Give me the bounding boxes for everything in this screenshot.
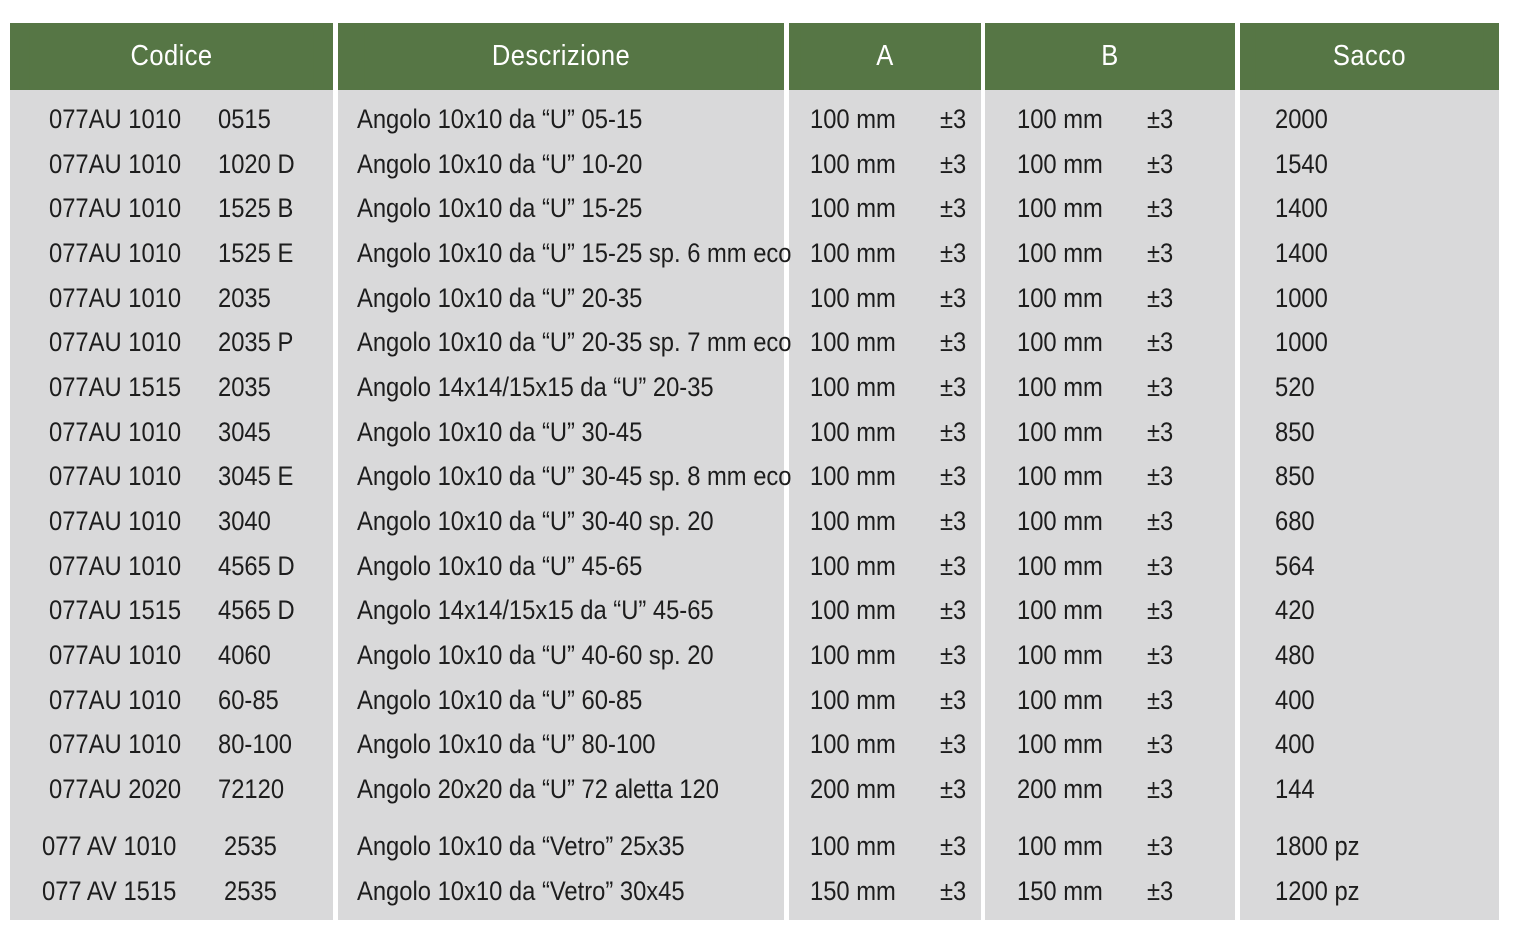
a-tolerance-cell: ±3 [940,283,967,313]
sacco-cell: 1800 pz [1275,831,1360,861]
a-tolerance-cell: ±3 [940,831,967,861]
a-tolerance-cell: ±3 [940,461,967,491]
code-cell: 077 AV 1515 [42,876,177,906]
a-tolerance-cell: ±3 [940,729,967,759]
sacco-cell: 1000 [1275,283,1328,313]
b-value-cell: 100 mm [1017,831,1103,861]
b-tolerance-cell: ±3 [1147,238,1174,268]
sacco-cell: 564 [1275,551,1315,581]
sacco-cell: 850 [1275,461,1315,491]
b-value-cell: 100 mm [1017,193,1103,223]
b-value-cell: 200 mm [1017,774,1103,804]
sacco-cell: 480 [1275,640,1315,670]
subcode-cell: 3045 E [218,461,294,491]
a-tolerance-cell: ±3 [940,193,967,223]
b-tolerance-cell: ±3 [1147,551,1174,581]
b-value-cell: 100 mm [1017,372,1103,402]
code-cell: 077AU 1010 [49,238,182,268]
a-value-cell: 100 mm [810,729,896,759]
b-value-cell: 100 mm [1017,149,1103,179]
description-cell: Angolo 10x10 da “U” 15-25 [357,193,643,223]
b-value-cell: 100 mm [1017,283,1103,313]
a-value-cell: 100 mm [810,283,896,313]
b-tolerance-cell: ±3 [1147,595,1174,625]
description-cell: Angolo 10x10 da “Vetro” 30x45 [357,876,685,906]
a-value-cell: 100 mm [810,193,896,223]
description-cell: Angolo 10x10 da “U” 45-65 [357,551,643,581]
description-cell: Angolo 10x10 da “U” 60-85 [357,685,643,715]
description-cell: Angolo 10x10 da “U” 20-35 sp. 7 mm eco [357,327,792,357]
b-value-cell: 100 mm [1017,640,1103,670]
b-value-cell: 150 mm [1017,876,1103,906]
a-value-cell: 100 mm [810,238,896,268]
a-tolerance-cell: ±3 [940,640,967,670]
a-tolerance-cell: ±3 [940,372,967,402]
a-tolerance-cell: ±3 [940,506,967,536]
b-tolerance-cell: ±3 [1147,831,1174,861]
subcode-cell: 4565 D [218,595,295,625]
b-tolerance-cell: ±3 [1147,149,1174,179]
b-tolerance-cell: ±3 [1147,729,1174,759]
header-a: A [801,23,970,90]
subcode-cell: 2035 [218,283,271,313]
a-tolerance-cell: ±3 [940,774,967,804]
sacco-cell: 680 [1275,506,1315,536]
a-value-cell: 100 mm [810,461,896,491]
b-value-cell: 100 mm [1017,417,1103,447]
code-cell: 077AU 1010 [49,149,182,179]
b-tolerance-cell: ±3 [1147,506,1174,536]
sacco-cell: 850 [1275,417,1315,447]
description-cell: Angolo 10x10 da “U” 30-45 [357,417,643,447]
a-tolerance-cell: ±3 [940,595,967,625]
sacco-cell: 1200 pz [1275,876,1360,906]
b-value-cell: 100 mm [1017,461,1103,491]
a-tolerance-cell: ±3 [940,876,967,906]
sacco-cell: 1400 [1275,193,1328,223]
a-tolerance-cell: ±3 [940,149,967,179]
code-cell: 077AU 1515 [49,372,182,402]
description-cell: Angolo 10x10 da “U” 80-100 [357,729,656,759]
sacco-cell: 420 [1275,595,1315,625]
subcode-cell: 72120 [218,774,285,804]
b-value-cell: 100 mm [1017,685,1103,715]
description-cell: Angolo 20x20 da “U” 72 aletta 120 [357,774,719,804]
b-tolerance-cell: ±3 [1147,876,1174,906]
subcode-cell: 1525 E [218,238,294,268]
sacco-cell: 144 [1275,774,1315,804]
a-tolerance-cell: ±3 [940,238,967,268]
b-tolerance-cell: ±3 [1147,104,1174,134]
code-cell: 077AU 1010 [49,685,182,715]
code-cell: 077AU 1010 [49,193,182,223]
a-value-cell: 100 mm [810,417,896,447]
code-cell: 077AU 1010 [49,283,182,313]
description-cell: Angolo 10x10 da “U” 05-15 [357,104,643,134]
a-value-cell: 100 mm [810,506,896,536]
b-value-cell: 100 mm [1017,729,1103,759]
code-cell: 077AU 1010 [49,461,182,491]
b-value-cell: 100 mm [1017,551,1103,581]
description-cell: Angolo 10x10 da “U” 10-20 [357,149,643,179]
description-cell: Angolo 10x10 da “U” 30-45 sp. 8 mm eco [357,461,792,491]
a-tolerance-cell: ±3 [940,551,967,581]
description-cell: Angolo 10x10 da “U” 40-60 sp. 20 [357,640,714,670]
a-value-cell: 100 mm [810,372,896,402]
a-value-cell: 200 mm [810,774,896,804]
subcode-cell: 60-85 [218,685,279,715]
sacco-cell: 400 [1275,729,1315,759]
description-cell: Angolo 10x10 da “Vetro” 25x35 [357,831,685,861]
code-cell: 077AU 1010 [49,327,182,357]
b-tolerance-cell: ±3 [1147,461,1174,491]
sacco-cell: 400 [1275,685,1315,715]
b-value-cell: 100 mm [1017,506,1103,536]
sacco-cell: 1540 [1275,149,1328,179]
header-sacco: Sacco [1256,23,1484,90]
code-cell: 077AU 1010 [49,104,182,134]
b-value-cell: 100 mm [1017,238,1103,268]
header-codice: Codice [29,23,313,90]
a-tolerance-cell: ±3 [940,417,967,447]
b-tolerance-cell: ±3 [1147,193,1174,223]
description-cell: Angolo 10x10 da “U” 20-35 [357,283,643,313]
description-cell: Angolo 10x10 da “U” 30-40 sp. 20 [357,506,714,536]
b-tolerance-cell: ±3 [1147,283,1174,313]
b-tolerance-cell: ±3 [1147,417,1174,447]
subcode-cell: 2035 P [218,327,294,357]
sacco-cell: 2000 [1275,104,1328,134]
subcode-cell: 1020 D [218,149,295,179]
subcode-cell: 2035 [218,372,271,402]
b-value-cell: 100 mm [1017,104,1103,134]
sacco-cell: 520 [1275,372,1315,402]
b-tolerance-cell: ±3 [1147,372,1174,402]
a-value-cell: 100 mm [810,595,896,625]
a-value-cell: 100 mm [810,551,896,581]
code-cell: 077AU 1010 [49,417,182,447]
a-tolerance-cell: ±3 [940,685,967,715]
a-tolerance-cell: ±3 [940,104,967,134]
a-value-cell: 150 mm [810,876,896,906]
a-value-cell: 100 mm [810,149,896,179]
b-tolerance-cell: ±3 [1147,774,1174,804]
a-value-cell: 100 mm [810,831,896,861]
code-cell: 077AU 1010 [49,640,182,670]
header-descrizione: Descrizione [365,23,757,90]
code-cell: 077AU 2020 [49,774,182,804]
subcode-cell: 1525 B [218,193,294,223]
subcode-cell: 3045 [218,417,271,447]
subcode-cell: 4565 D [218,551,295,581]
b-tolerance-cell: ±3 [1147,685,1174,715]
b-tolerance-cell: ±3 [1147,640,1174,670]
header-b: B [1000,23,1220,90]
code-cell: 077AU 1010 [49,729,182,759]
code-cell: 077AU 1515 [49,595,182,625]
subcode-cell: 2535 [224,876,277,906]
a-value-cell: 100 mm [810,640,896,670]
code-cell: 077AU 1010 [49,551,182,581]
subcode-cell: 2535 [224,831,277,861]
b-value-cell: 100 mm [1017,327,1103,357]
code-cell: 077AU 1010 [49,506,182,536]
a-tolerance-cell: ±3 [940,327,967,357]
a-value-cell: 100 mm [810,104,896,134]
subcode-cell: 3040 [218,506,271,536]
subcode-cell: 4060 [218,640,271,670]
a-value-cell: 100 mm [810,685,896,715]
description-cell: Angolo 14x14/15x15 da “U” 20-35 [357,372,714,402]
a-value-cell: 100 mm [810,327,896,357]
b-value-cell: 100 mm [1017,595,1103,625]
sacco-cell: 1000 [1275,327,1328,357]
b-tolerance-cell: ±3 [1147,327,1174,357]
subcode-cell: 0515 [218,104,271,134]
description-cell: Angolo 14x14/15x15 da “U” 45-65 [357,595,714,625]
description-cell: Angolo 10x10 da “U” 15-25 sp. 6 mm eco [357,238,792,268]
sacco-cell: 1400 [1275,238,1328,268]
subcode-cell: 80-100 [218,729,292,759]
code-cell: 077 AV 1010 [42,831,177,861]
